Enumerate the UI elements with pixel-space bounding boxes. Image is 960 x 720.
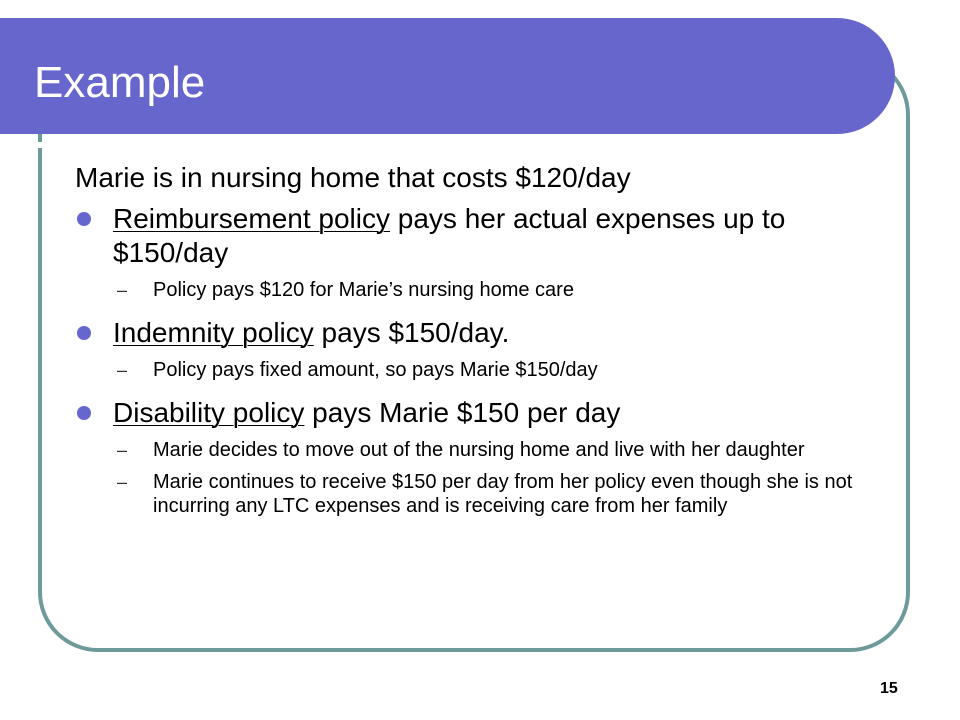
slide-title: Example [34,58,206,107]
sub-bullet-text: Marie decides to move out of the nursing home and live with her daughter [153,439,805,461]
page-number: 15 [880,680,898,697]
bullet-dot-icon [77,406,91,420]
sub-bullet-text: Policy pays $120 for Marie’s nursing home care [153,279,574,301]
sub-bullet-text: Policy pays fixed amount, so pays Marie $150/day [153,359,598,381]
bullet-indemnity [75,316,895,350]
sub-bullet [75,438,895,462]
bullet-term: Disability policy [113,397,305,428]
bullet-reimbursement [75,202,895,270]
title-bar [0,18,895,134]
bullet-text: pays $150/day. [313,317,510,348]
title-rule [0,142,848,148]
bullet-dot-icon [77,212,91,226]
slide-content [75,160,895,518]
dash-icon: – [117,440,128,460]
bullet-term: Indemnity policy [113,317,314,348]
intro-text: Marie is in nursing home that costs $120/day [75,162,631,193]
sub-bullet [75,358,895,382]
bullet-term: Reimbursement policy [113,203,390,234]
bullet-text: pays Marie $150 per day [304,397,621,428]
sub-bullet [75,278,895,302]
bullet-text: pays her actual expenses up to $150/day [113,203,786,268]
dash-icon: – [117,472,128,492]
bullet-dot-icon [77,326,91,340]
dash-icon: – [117,280,128,300]
dash-icon: – [117,360,128,380]
sub-bullet [75,470,895,518]
sub-bullet-text: Marie continues to receive $150 per day from her policy even though she is not incurring any LTC expenses and is receiving care from her family [153,471,853,517]
bullet-disability [75,396,895,430]
